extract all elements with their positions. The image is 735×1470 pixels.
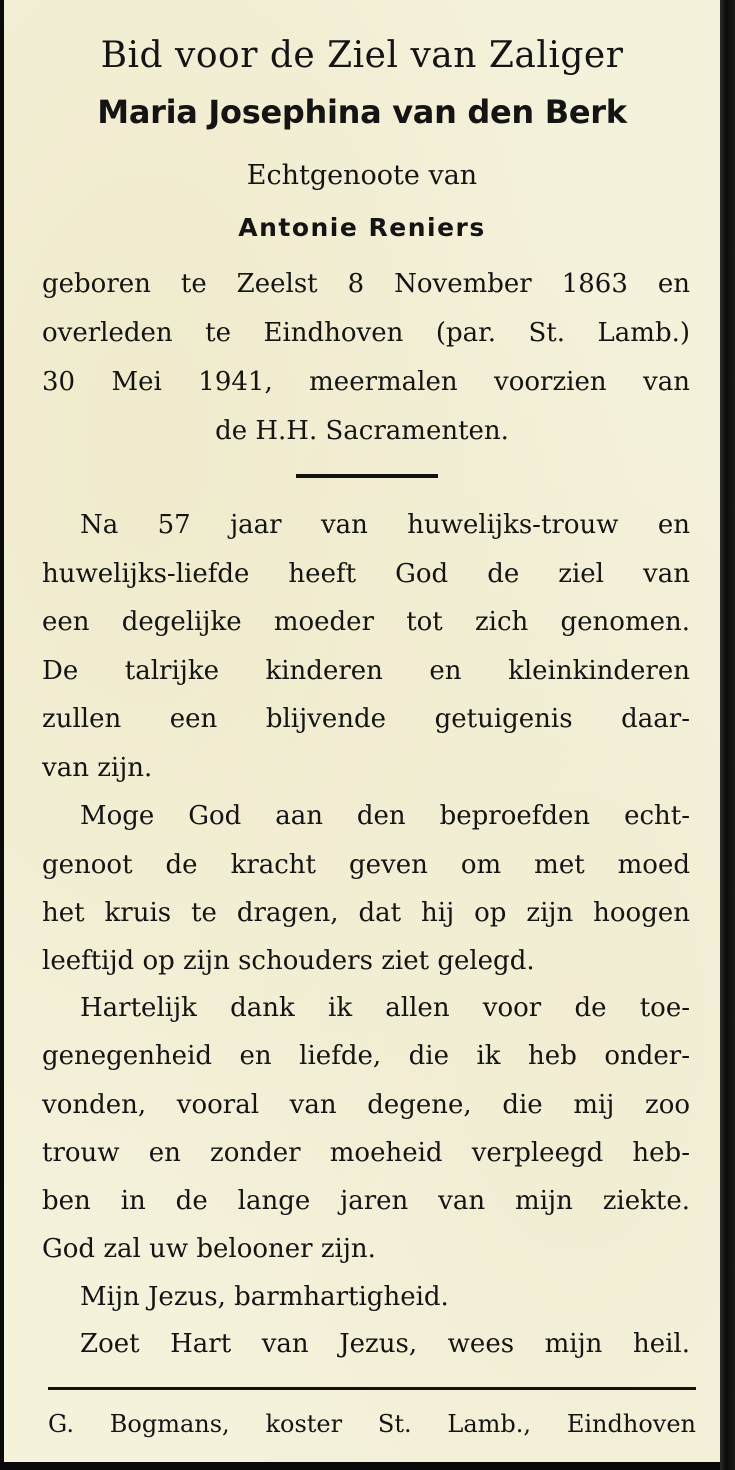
- spouse-name: Antonie Reniers: [238, 213, 486, 242]
- text-line: zullen een blijvende getuigenis daar-: [42, 704, 690, 734]
- card-title: Bid voor de Ziel van Zaliger: [100, 35, 624, 76]
- relation-label: Echtgenoote van: [246, 160, 478, 191]
- text-line: vonden, vooral van degene, die mij zoo: [42, 1090, 690, 1120]
- text-line: Hartelijk dank ik allen voor de toe-: [80, 993, 690, 1023]
- birth-death-line: de H.H. Sacramenten.: [215, 416, 509, 446]
- birth-death-line: 30 Mei 1941, meermalen voorzien van: [42, 367, 690, 397]
- birth-death-line: geboren te Zeelst 8 November 1863 en: [42, 269, 690, 299]
- text-line: genegenheid en liefde, die ik heb onder-: [42, 1041, 690, 1071]
- text-line: huwelijks-liefde heeft God de ziel van: [42, 559, 690, 589]
- prayer-line: Zoet Hart van Jezus, wees mijn heil.: [80, 1329, 690, 1359]
- text-line: God zal uw belooner zijn.: [42, 1234, 376, 1264]
- text-line: Moge God aan den beproefden echt-: [80, 801, 690, 831]
- text-line: leeftijd op zijn schouders ziet gelegd.: [42, 946, 535, 976]
- birth-death-line: overleden te Eindhoven (par. St. Lamb.): [42, 318, 690, 348]
- memorial-card: [4, 0, 720, 1462]
- divider-rule: [296, 474, 438, 478]
- prayer-line: Mijn Jezus, barmhartigheid.: [80, 1282, 449, 1312]
- text-line: Na 57 jaar van huwelijks-trouw en: [80, 510, 690, 540]
- printer-credit: G. Bogmans, koster St. Lamb., Eindhoven: [48, 1410, 696, 1438]
- text-line: het kruis te dragen, dat hij op zijn hoogen: [42, 898, 690, 928]
- footer-rule: [48, 1387, 696, 1390]
- text-line: trouw en zonder moeheid verpleegd heb-: [42, 1138, 690, 1168]
- text-line: ben in de lange jaren van mijn ziekte.: [42, 1186, 690, 1216]
- deceased-name: Maria Josephina van den Berk: [97, 93, 627, 131]
- text-line: een degelijke moeder tot zich genomen.: [42, 607, 690, 637]
- text-line: van zijn.: [42, 753, 153, 783]
- text-line: De talrijke kinderen en kleinkinderen: [42, 656, 690, 686]
- scan-edge: [720, 0, 735, 1470]
- text-line: genoot de kracht geven om met moed: [42, 850, 690, 880]
